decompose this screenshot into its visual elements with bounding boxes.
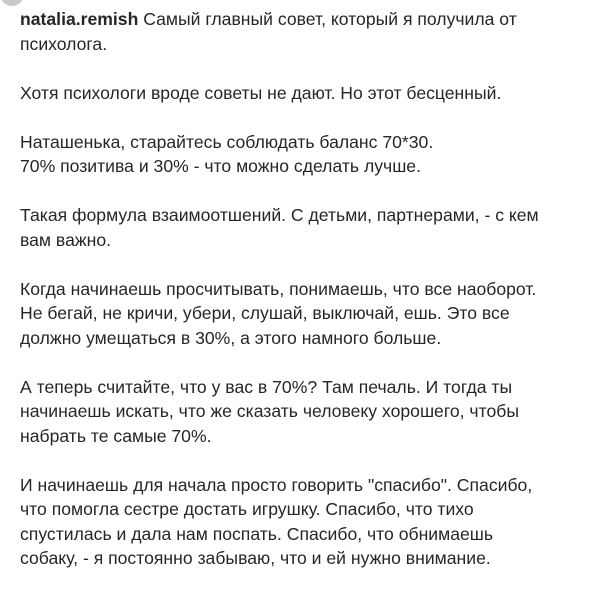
caption-line: Когда начинаешь просчитывать, понимаешь, что все наоборот. — [20, 278, 537, 299]
post-caption — [20, 7, 590, 595]
caption-paragraph-7 — [20, 473, 590, 571]
caption-line: собаку, - я постоянно забываю, что и ей нужно внимание. — [20, 548, 491, 568]
caption-line: набрать те самые 70%. — [20, 425, 212, 446]
caption-line: начинаешь искать, что же сказать человеку хорошего, чтобы — [20, 401, 519, 421]
caption-line: что помогла сестре достать игрушку. Спасибо, что тихо — [20, 499, 474, 519]
caption-line: Наташенька, старайтесь соблюдать баланс 70*30. — [20, 131, 434, 152]
caption-line: Не бегай, не кричи, убери, слушай, выключай, ешь. Это все — [20, 303, 510, 323]
caption-line: Такая формула взаимоотшений. С детьми, партнерами, - с кем — [20, 205, 539, 225]
caption-paragraph-6 — [20, 375, 590, 449]
username-link[interactable]: natalia.remish — [20, 9, 139, 29]
caption-line: психолога. — [20, 33, 108, 54]
caption-paragraph-1 — [20, 7, 590, 56]
caption-line: должно умещаться в 30%, а этого намного больше. — [20, 327, 442, 348]
caption-line: вам важно. — [20, 229, 112, 250]
caption-line: А теперь считайте, что у вас в 70%? Там печаль. И тогда ты — [20, 376, 513, 397]
caption-paragraph-4 — [20, 203, 590, 252]
caption-paragraph-2 — [20, 81, 590, 106]
avatar[interactable] — [0, 0, 24, 6]
caption-paragraph-3 — [20, 130, 590, 179]
caption-line: natalia.remish Самый главный совет, который я получила от — [20, 9, 517, 29]
caption-line: 70% позитива и 30% - что можно сделать лучше. — [20, 156, 421, 176]
caption-line: спустилась и дала нам поспать. Спасибо, что обнимаешь — [20, 523, 494, 544]
caption-line: Хотя психологи вроде советы не дают. Но этот бесценный. — [20, 82, 502, 103]
caption-line: И начинаешь для начала просто говорить "спасибо". Спасибо, — [20, 474, 533, 495]
caption-paragraph-5 — [20, 277, 590, 351]
